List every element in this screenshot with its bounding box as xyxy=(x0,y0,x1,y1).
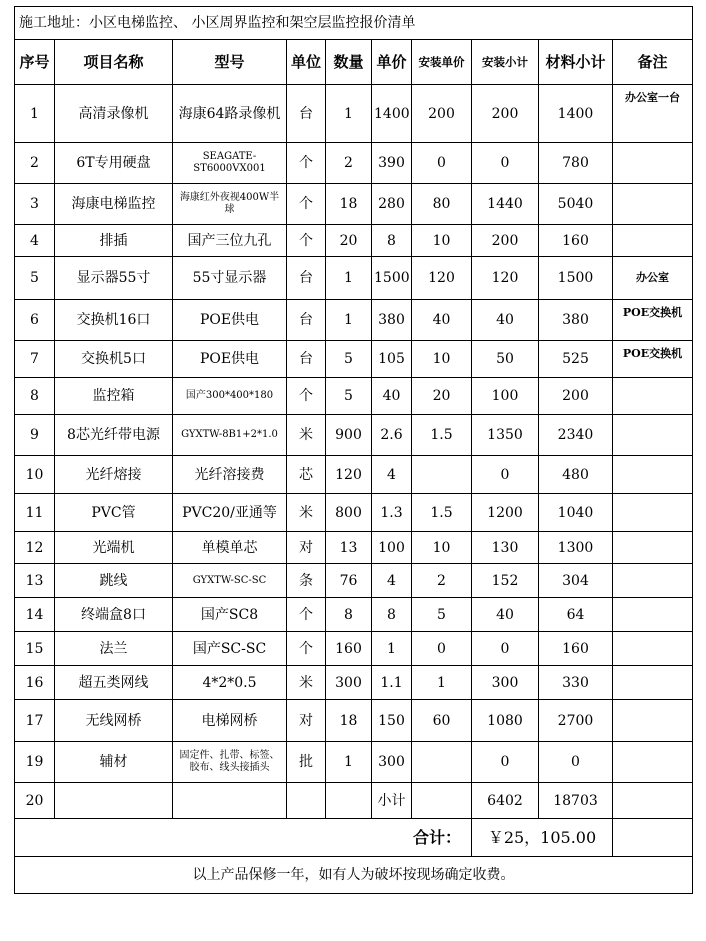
cell-model: POE供电 xyxy=(173,300,287,341)
cell-index: 5 xyxy=(15,257,55,300)
cell-qty: 13 xyxy=(326,532,372,564)
cell-price: 2.6 xyxy=(372,415,412,456)
cell-index: 11 xyxy=(15,494,55,532)
cell-model: POE供电 xyxy=(173,341,287,378)
cell-qty: 8 xyxy=(326,598,372,632)
cell-remark xyxy=(613,564,693,598)
cell-install-price: 1.5 xyxy=(412,494,472,532)
cell-price: 390 xyxy=(372,143,412,184)
cell-price: 100 xyxy=(372,532,412,564)
table-row xyxy=(15,378,693,415)
cell-name: 交换机5口 xyxy=(55,341,173,378)
total-value: ￥25，105.00 xyxy=(472,819,613,857)
subtotal-material: 18703 xyxy=(539,783,613,819)
header-model: 型号 xyxy=(173,40,287,85)
header-row xyxy=(15,40,693,85)
cell-install-subtotal: 1200 xyxy=(472,494,539,532)
cell-install-price xyxy=(412,742,472,783)
cell-unit: 对 xyxy=(287,532,326,564)
table-row xyxy=(15,143,693,184)
cell-price: 1500 xyxy=(372,257,412,300)
cell-material-subtotal: 1400 xyxy=(539,85,613,143)
cell-install-price: 60 xyxy=(412,700,472,742)
cell-remark xyxy=(613,184,693,225)
cell-qty: 120 xyxy=(326,456,372,494)
table-row xyxy=(15,257,693,300)
cell-model: 电梯网桥 xyxy=(173,700,287,742)
total-label: 合计： xyxy=(15,819,472,857)
cell-unit: 个 xyxy=(287,378,326,415)
cell-material-subtotal: 1500 xyxy=(539,257,613,300)
cell-price: 105 xyxy=(372,341,412,378)
cell-model: 海康红外夜视400W半球 xyxy=(173,184,287,225)
cell-index: 1 xyxy=(15,85,55,143)
cell-unit: 米 xyxy=(287,415,326,456)
table-row xyxy=(15,742,693,783)
cell-material-subtotal: 304 xyxy=(539,564,613,598)
cell-index: 7 xyxy=(15,341,55,378)
footer-note: 以上产品保修一年，如有人为破坏按现场确定收费。 xyxy=(15,857,693,894)
cell-unit: 个 xyxy=(287,184,326,225)
header-index: 序号 xyxy=(15,40,55,85)
cell-model: 固定件、扎带、标签、胶布、线头接插头 xyxy=(173,742,287,783)
cell-model: 国产300*400*180 xyxy=(173,378,287,415)
cell-name: 光纤熔接 xyxy=(55,456,173,494)
header-unit: 单位 xyxy=(287,40,326,85)
cell-unit: 个 xyxy=(287,225,326,257)
cell-name: 6T专用硬盘 xyxy=(55,143,173,184)
cell-unit: 个 xyxy=(287,598,326,632)
cell-name: 8芯光纤带电源 xyxy=(55,415,173,456)
cell-name: 显示器55寸 xyxy=(55,257,173,300)
table-row xyxy=(15,532,693,564)
cell-material-subtotal: 330 xyxy=(539,666,613,700)
cell-model: PVC20/亚通等 xyxy=(173,494,287,532)
cell-name: 跳线 xyxy=(55,564,173,598)
cell-material-subtotal: 525 xyxy=(539,341,613,378)
cell-price: 1.3 xyxy=(372,494,412,532)
cell-price: 1 xyxy=(372,632,412,666)
cell-install-subtotal: 40 xyxy=(472,598,539,632)
cell-material-subtotal: 0 xyxy=(539,742,613,783)
cell-model: 单模单芯 xyxy=(173,532,287,564)
cell-unit: 个 xyxy=(287,632,326,666)
cell-qty: 18 xyxy=(326,184,372,225)
subtotal-install: 6402 xyxy=(472,783,539,819)
table-row xyxy=(15,598,693,632)
cell-model: GYXTW-SC-SC xyxy=(173,564,287,598)
table-row xyxy=(15,300,693,341)
table-row xyxy=(15,666,693,700)
cell-qty: 300 xyxy=(326,666,372,700)
cell-name: 高清录像机 xyxy=(55,85,173,143)
cell-price: 8 xyxy=(372,598,412,632)
total-row xyxy=(15,819,693,857)
cell-install-subtotal: 1440 xyxy=(472,184,539,225)
cell-install-price: 0 xyxy=(412,632,472,666)
cell-remark xyxy=(613,532,693,564)
cell-remark xyxy=(613,225,693,257)
cell-install-price: 0 xyxy=(412,143,472,184)
cell-remark: 办公室一台 xyxy=(613,85,693,143)
footer-row xyxy=(15,857,693,894)
cell-material-subtotal: 1040 xyxy=(539,494,613,532)
subtotal-index: 20 xyxy=(15,783,55,819)
cell-index: 9 xyxy=(15,415,55,456)
cell-remark xyxy=(613,632,693,666)
header-material-subtotal: 材料小计 xyxy=(539,40,613,85)
header-name: 项目名称 xyxy=(55,40,173,85)
cell-qty: 1 xyxy=(326,300,372,341)
cell-name: 辅材 xyxy=(55,742,173,783)
cell-model: SEAGATE-ST6000VX001 xyxy=(173,143,287,184)
header-price: 单价 xyxy=(372,40,412,85)
cell-price: 40 xyxy=(372,378,412,415)
table-row xyxy=(15,494,693,532)
cell-unit: 台 xyxy=(287,300,326,341)
cell-install-subtotal: 120 xyxy=(472,257,539,300)
cell-material-subtotal: 1300 xyxy=(539,532,613,564)
table-row xyxy=(15,632,693,666)
cell-remark xyxy=(613,494,693,532)
cell-qty: 800 xyxy=(326,494,372,532)
cell-unit: 米 xyxy=(287,666,326,700)
cell-material-subtotal: 2340 xyxy=(539,415,613,456)
cell-model: 4*2*0.5 xyxy=(173,666,287,700)
cell-install-price: 1.5 xyxy=(412,415,472,456)
header-remark: 备注 xyxy=(613,40,693,85)
cell-model: 55寸显示器 xyxy=(173,257,287,300)
cell-index: 12 xyxy=(15,532,55,564)
cell-unit: 台 xyxy=(287,341,326,378)
cell-remark xyxy=(613,598,693,632)
cell-unit: 条 xyxy=(287,564,326,598)
cell-qty: 5 xyxy=(326,341,372,378)
cell-remark: POE交换机 xyxy=(613,300,693,341)
header-install-subtotal: 安装小计 xyxy=(472,40,539,85)
cell-material-subtotal: 780 xyxy=(539,143,613,184)
cell-install-price: 10 xyxy=(412,341,472,378)
cell-qty: 2 xyxy=(326,143,372,184)
cell-unit: 米 xyxy=(287,494,326,532)
cell-install-price: 80 xyxy=(412,184,472,225)
cell-unit: 批 xyxy=(287,742,326,783)
cell-install-subtotal: 50 xyxy=(472,341,539,378)
cell-remark xyxy=(613,143,693,184)
cell-qty: 20 xyxy=(326,225,372,257)
cell-index: 13 xyxy=(15,564,55,598)
cell-price: 8 xyxy=(372,225,412,257)
table-row xyxy=(15,225,693,257)
cell-remark xyxy=(613,666,693,700)
cell-remark: 办公室 xyxy=(613,257,693,300)
cell-install-price: 20 xyxy=(412,378,472,415)
header-install-price: 安装单价 xyxy=(412,40,472,85)
cell-unit: 个 xyxy=(287,143,326,184)
cell-index: 3 xyxy=(15,184,55,225)
cell-name: 法兰 xyxy=(55,632,173,666)
cell-index: 16 xyxy=(15,666,55,700)
cell-qty: 900 xyxy=(326,415,372,456)
cell-install-price: 120 xyxy=(412,257,472,300)
cell-install-price xyxy=(412,456,472,494)
subtotal-label: 小计 xyxy=(372,783,412,819)
cell-price: 4 xyxy=(372,564,412,598)
cell-install-subtotal: 100 xyxy=(472,378,539,415)
table-row xyxy=(15,184,693,225)
cell-price: 280 xyxy=(372,184,412,225)
cell-unit: 芯 xyxy=(287,456,326,494)
cell-index: 19 xyxy=(15,742,55,783)
cell-qty: 1 xyxy=(326,742,372,783)
cell-model: 国产SC8 xyxy=(173,598,287,632)
cell-remark xyxy=(613,415,693,456)
cell-install-subtotal: 300 xyxy=(472,666,539,700)
cell-index: 6 xyxy=(15,300,55,341)
cell-install-price: 200 xyxy=(412,85,472,143)
cell-price: 1400 xyxy=(372,85,412,143)
cell-model: GYXTW-8B1+2*1.0 xyxy=(173,415,287,456)
cell-qty: 1 xyxy=(326,257,372,300)
cell-name: 监控箱 xyxy=(55,378,173,415)
cell-qty: 76 xyxy=(326,564,372,598)
cell-material-subtotal: 160 xyxy=(539,225,613,257)
cell-material-subtotal: 2700 xyxy=(539,700,613,742)
cell-index: 14 xyxy=(15,598,55,632)
cell-name: 无线网桥 xyxy=(55,700,173,742)
cell-qty: 18 xyxy=(326,700,372,742)
table-row xyxy=(15,415,693,456)
cell-index: 8 xyxy=(15,378,55,415)
header-qty: 数量 xyxy=(326,40,372,85)
cell-index: 2 xyxy=(15,143,55,184)
cell-qty: 160 xyxy=(326,632,372,666)
table-row xyxy=(15,700,693,742)
cell-remark xyxy=(613,456,693,494)
cell-qty: 1 xyxy=(326,85,372,143)
cell-install-subtotal: 200 xyxy=(472,85,539,143)
table-row xyxy=(15,456,693,494)
cell-install-price: 2 xyxy=(412,564,472,598)
cell-index: 17 xyxy=(15,700,55,742)
cell-price: 380 xyxy=(372,300,412,341)
cell-install-subtotal: 0 xyxy=(472,742,539,783)
quotation-table xyxy=(14,6,693,894)
cell-model: 国产三位九孔 xyxy=(173,225,287,257)
cell-index: 4 xyxy=(15,225,55,257)
cell-model: 国产SC-SC xyxy=(173,632,287,666)
cell-model: 光纤溶接费 xyxy=(173,456,287,494)
cell-name: 交换机16口 xyxy=(55,300,173,341)
cell-unit: 对 xyxy=(287,700,326,742)
cell-remark xyxy=(613,378,693,415)
cell-install-subtotal: 0 xyxy=(472,632,539,666)
cell-material-subtotal: 380 xyxy=(539,300,613,341)
cell-qty: 5 xyxy=(326,378,372,415)
cell-index: 10 xyxy=(15,456,55,494)
cell-install-subtotal: 130 xyxy=(472,532,539,564)
cell-price: 150 xyxy=(372,700,412,742)
table-row xyxy=(15,85,693,143)
cell-install-subtotal: 1350 xyxy=(472,415,539,456)
cell-install-subtotal: 1080 xyxy=(472,700,539,742)
cell-install-subtotal: 0 xyxy=(472,143,539,184)
cell-remark xyxy=(613,700,693,742)
cell-install-price: 5 xyxy=(412,598,472,632)
cell-install-subtotal: 152 xyxy=(472,564,539,598)
cell-name: 终端盒8口 xyxy=(55,598,173,632)
title-row xyxy=(15,7,693,40)
cell-material-subtotal: 64 xyxy=(539,598,613,632)
cell-install-subtotal: 0 xyxy=(472,456,539,494)
cell-material-subtotal: 480 xyxy=(539,456,613,494)
cell-material-subtotal: 160 xyxy=(539,632,613,666)
cell-remark: POE交换机 xyxy=(613,341,693,378)
cell-index: 15 xyxy=(15,632,55,666)
cell-unit: 台 xyxy=(287,85,326,143)
cell-install-price: 1 xyxy=(412,666,472,700)
cell-material-subtotal: 200 xyxy=(539,378,613,415)
cell-price: 4 xyxy=(372,456,412,494)
cell-name: 光端机 xyxy=(55,532,173,564)
cell-unit: 台 xyxy=(287,257,326,300)
cell-name: PVC管 xyxy=(55,494,173,532)
subtotal-row xyxy=(15,783,693,819)
page-title: 施工地址：小区电梯监控、 小区周界监控和架空层监控报价清单 xyxy=(15,7,693,40)
cell-price: 300 xyxy=(372,742,412,783)
cell-model: 海康64路录像机 xyxy=(173,85,287,143)
table-row xyxy=(15,564,693,598)
cell-install-subtotal: 40 xyxy=(472,300,539,341)
cell-remark xyxy=(613,742,693,783)
cell-install-price: 40 xyxy=(412,300,472,341)
cell-install-price: 10 xyxy=(412,225,472,257)
cell-name: 海康电梯监控 xyxy=(55,184,173,225)
table-row xyxy=(15,341,693,378)
cell-install-subtotal: 200 xyxy=(472,225,539,257)
cell-name: 排插 xyxy=(55,225,173,257)
cell-install-price: 10 xyxy=(412,532,472,564)
cell-price: 1.1 xyxy=(372,666,412,700)
cell-name: 超五类网线 xyxy=(55,666,173,700)
cell-material-subtotal: 5040 xyxy=(539,184,613,225)
